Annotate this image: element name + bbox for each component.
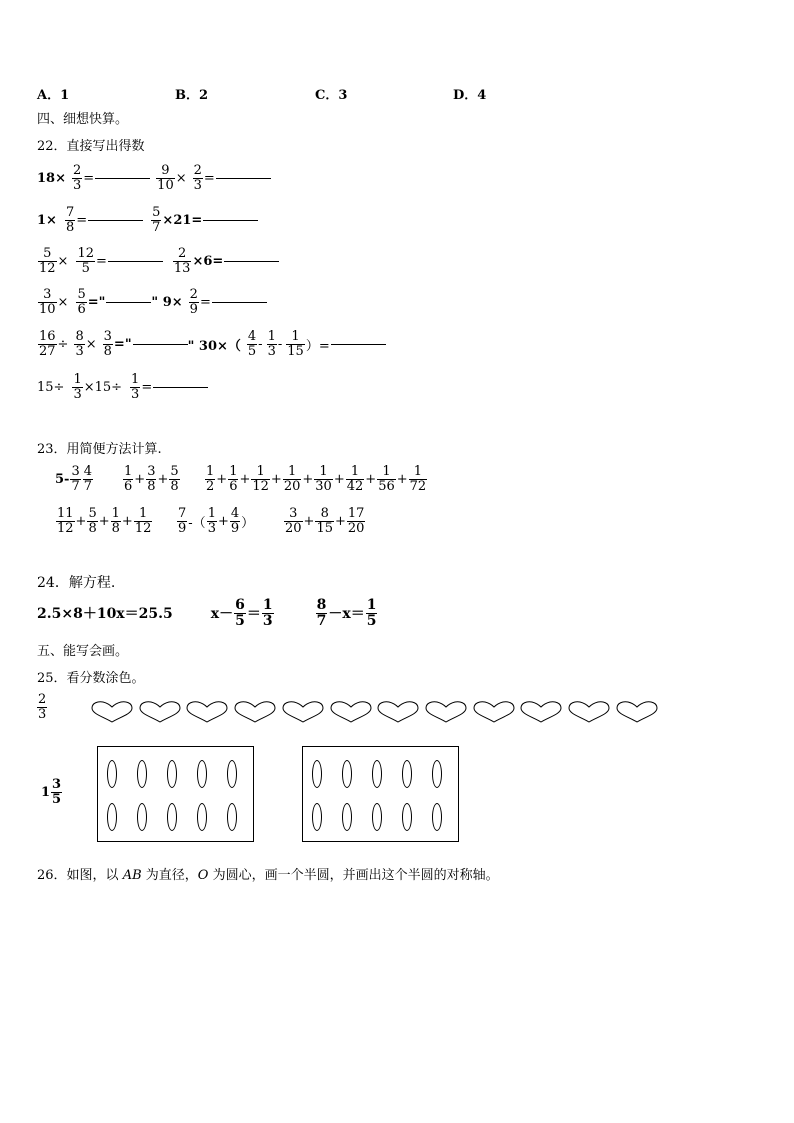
option-b: B．2 <box>175 88 209 103</box>
heart-shape[interactable] <box>329 700 373 728</box>
heart-shape[interactable] <box>376 700 420 728</box>
heart-shape[interactable] <box>233 700 277 728</box>
plus: + <box>396 471 408 487</box>
plus: + <box>303 513 315 529</box>
plus: + <box>217 513 229 529</box>
oval-shape[interactable] <box>227 803 237 831</box>
fraction: $\frac{2}{9}$ <box>189 287 198 317</box>
minus: - <box>258 336 263 352</box>
answer-blank[interactable] <box>133 344 188 345</box>
oval-shape[interactable] <box>402 760 412 788</box>
fraction: $\frac{1}{3}$ <box>267 329 276 359</box>
oval-shape[interactable] <box>197 803 207 831</box>
fraction: $\frac{1}{72}$ <box>409 464 427 494</box>
q24-title: 24．解方程. <box>37 575 116 591</box>
close-paren: ） <box>241 515 255 531</box>
option-c: C．3 <box>315 88 348 103</box>
times: × <box>175 170 187 186</box>
oval-shape[interactable] <box>312 760 322 788</box>
equals: = <box>199 294 211 310</box>
oval-shape[interactable] <box>137 760 147 788</box>
q23-expr-5 <box>176 507 254 535</box>
q22-row-1 <box>37 164 271 192</box>
fraction: $\frac{12}{5}$ <box>77 246 94 276</box>
q22-r2-pre: 1× <box>37 212 57 228</box>
section-5-heading: 五、能写会画。 <box>37 644 129 659</box>
fraction: $\frac{4}{9}$ <box>230 506 240 536</box>
answer-blank[interactable] <box>108 261 163 262</box>
oval-shape[interactable] <box>342 760 352 788</box>
heart-shape[interactable] <box>138 700 182 728</box>
oval-shape[interactable] <box>402 803 412 831</box>
answer-blank[interactable] <box>95 178 150 179</box>
equals: = <box>76 212 88 228</box>
q22-r1-pre: 18× <box>37 170 66 186</box>
q22-row-2 <box>37 206 258 234</box>
fraction: $\frac{4}{5}$ <box>247 329 257 359</box>
plus: + <box>75 513 87 529</box>
plus: + <box>365 471 377 487</box>
times: × <box>57 294 69 310</box>
plus: + <box>157 471 169 487</box>
equals: = <box>141 379 153 395</box>
fraction: $\frac{7}{9}$ <box>178 506 187 536</box>
heart-shape[interactable] <box>281 700 325 728</box>
fraction: $\frac{2}{3}$ <box>72 163 82 193</box>
fraction: $\frac{11}{12}$ <box>57 506 74 536</box>
fraction: $\frac{1}{2}$ <box>206 464 215 494</box>
oval-shape[interactable] <box>342 803 352 831</box>
fraction: $\frac{1}{56}$ <box>378 464 395 494</box>
oval-shape[interactable] <box>107 803 117 831</box>
fraction: $\frac{16}{27}$ <box>39 329 56 359</box>
heart-shape[interactable] <box>424 700 468 728</box>
equals: = <box>83 170 95 186</box>
plus: + <box>335 513 346 529</box>
equation-2: x－ $\frac{6}{5}$ ＝ $\frac{1}{3}$ <box>210 597 273 629</box>
fraction: $\frac{3}{8}$ <box>103 329 112 359</box>
section-4-heading: 四、细想快算。 <box>37 112 129 127</box>
heart-shape[interactable] <box>615 700 659 728</box>
q23-expr-4 <box>55 507 153 535</box>
equation-1: 2.5×8＋10x＝25.5 <box>37 606 173 623</box>
fraction: $\frac{1}{42}$ <box>346 464 364 494</box>
equals-quote: =" <box>87 294 106 310</box>
fraction: $\frac{1}{3}$ <box>131 372 140 402</box>
plus: + <box>121 513 133 529</box>
plus: + <box>239 471 251 487</box>
answer-blank[interactable] <box>153 387 208 388</box>
plus: + <box>216 471 228 487</box>
mixed-whole: 1 <box>41 784 51 800</box>
answer-blank[interactable] <box>331 344 386 345</box>
oval-shape[interactable] <box>372 803 382 831</box>
quote-times: " 9× <box>151 294 183 310</box>
q26-pre: 26．如图，以 <box>37 868 123 883</box>
q25-fraction-label: $\frac{2}{3}$ <box>38 692 47 722</box>
times: × <box>57 253 69 269</box>
answer-blank[interactable] <box>212 302 267 303</box>
oval-shape[interactable] <box>137 803 147 831</box>
oval-shape[interactable] <box>167 760 177 788</box>
fraction: $\frac{1}{12}$ <box>252 464 269 494</box>
minus-paren: -（ <box>188 515 206 531</box>
q25-title: 25．看分数涂色。 <box>37 671 145 686</box>
point-o: O <box>197 868 209 883</box>
divide: ÷ <box>57 336 69 352</box>
heart-shape[interactable] <box>567 700 611 728</box>
q23-expr-1 <box>55 465 94 493</box>
oval-shape[interactable] <box>432 760 442 788</box>
q22-row-6 <box>37 373 208 401</box>
oval-shape[interactable] <box>372 760 382 788</box>
equals-quote: =" <box>113 336 132 352</box>
fraction: $\frac{8}{3}$ <box>75 329 84 359</box>
fraction: $\frac{5}{7}$ <box>152 205 161 235</box>
q26-post: 为圆心，画一个半圆，并画出这个半圆的对称轴。 <box>208 868 499 883</box>
fraction: $\frac{2}{3}$ <box>193 163 202 193</box>
plus: + <box>134 471 146 487</box>
q22-row-4 <box>37 288 267 316</box>
fraction: $\frac{1}{15}$ <box>287 329 304 359</box>
plus: + <box>270 471 282 487</box>
times-15-divide: ×15÷ <box>83 379 123 395</box>
q23-title: 23．用简便方法计算. <box>37 442 162 457</box>
quote-times-paren: " 30×（ <box>187 338 241 354</box>
q24-equations <box>37 598 378 628</box>
fraction: $\frac{4}{7}$ <box>83 464 93 494</box>
q22-title: 22．直接写出得数 <box>37 139 145 154</box>
heart-shape[interactable] <box>519 700 563 728</box>
q25-mixed-number: 1 $\frac{3}{5}$ <box>41 777 62 807</box>
minus-x-equals: －x＝ <box>328 606 365 623</box>
q22-row-3 <box>37 247 279 275</box>
minus: - <box>277 336 283 352</box>
fraction: $\frac{3}{10}$ <box>39 287 56 317</box>
fraction: $\frac{1}{30}$ <box>315 464 332 494</box>
plus: + <box>98 513 110 529</box>
q22-r3-post: ×6= <box>192 253 224 269</box>
fraction: $\frac{9}{10}$ <box>157 163 174 193</box>
fraction: $\frac{1}{3}$ <box>207 506 216 536</box>
plus: + <box>302 471 314 487</box>
fraction: $\frac{5}{8}$ <box>170 464 179 494</box>
option-d: D．4 <box>453 88 487 103</box>
q26-text <box>37 864 499 883</box>
oval-shape[interactable] <box>432 803 442 831</box>
equation-3: $\frac{8}{7}$ －x＝ $\frac{1}{5}$ <box>316 597 377 629</box>
fraction: $\frac{1}{6}$ <box>124 464 133 494</box>
paren-equals: ）= <box>305 338 330 354</box>
fraction: $\frac{1}{20}$ <box>283 464 301 494</box>
fraction: $\frac{1}{3}$ <box>73 372 82 402</box>
fraction: $\frac{8}{15}$ <box>316 506 333 536</box>
answer-blank[interactable] <box>106 302 151 303</box>
answer-blank[interactable] <box>216 178 271 179</box>
equals: = <box>203 170 215 186</box>
q22-row-5 <box>37 330 386 358</box>
plus: + <box>333 471 345 487</box>
q26-mid: 为直径， <box>141 868 198 883</box>
fraction: $\frac{3}{20}$ <box>285 506 302 536</box>
fraction: $\frac{7}{8}$ <box>65 205 75 235</box>
option-a: A．1 <box>37 88 70 103</box>
answer-blank[interactable] <box>203 220 258 221</box>
q22-r2-post: ×21= <box>162 212 203 228</box>
fraction: $\frac{3}{7}$ <box>71 464 80 494</box>
fraction: $\frac{2}{13}$ <box>173 246 191 276</box>
times: × <box>85 336 97 352</box>
heart-shape[interactable] <box>90 700 134 728</box>
fraction: $\frac{5}{8}$ <box>88 506 97 536</box>
q23-expr-2 <box>122 465 181 493</box>
equals: ＝ <box>246 606 261 623</box>
five-minus: 5- <box>55 471 70 487</box>
segment-ab: AB <box>122 868 142 883</box>
oval-shape[interactable] <box>312 803 322 831</box>
fraction: $\frac{5}{12}$ <box>39 246 56 276</box>
heart-shape[interactable] <box>472 700 516 728</box>
heart-shape[interactable] <box>185 700 229 728</box>
answer-blank[interactable] <box>224 261 279 262</box>
q23-expr-3 <box>204 465 428 493</box>
fraction: $\frac{1}{8}$ <box>111 506 120 536</box>
oval-shape[interactable] <box>167 803 177 831</box>
fraction: $\frac{3}{8}$ <box>147 464 156 494</box>
oval-shape[interactable] <box>197 760 207 788</box>
answer-blank[interactable] <box>88 220 143 221</box>
equals: = <box>96 253 107 269</box>
fraction: $\frac{17}{20}$ <box>347 506 365 536</box>
fraction: $\frac{1}{12}$ <box>134 506 152 536</box>
q23-expr-6 <box>283 507 366 535</box>
oval-shape[interactable] <box>107 760 117 788</box>
fraction: $\frac{5}{6}$ <box>77 287 86 317</box>
oval-shape[interactable] <box>227 760 237 788</box>
q22-r6-pre: 15÷ <box>37 379 65 395</box>
fraction: $\frac{1}{6}$ <box>229 464 238 494</box>
x-minus: x－ <box>210 606 234 623</box>
